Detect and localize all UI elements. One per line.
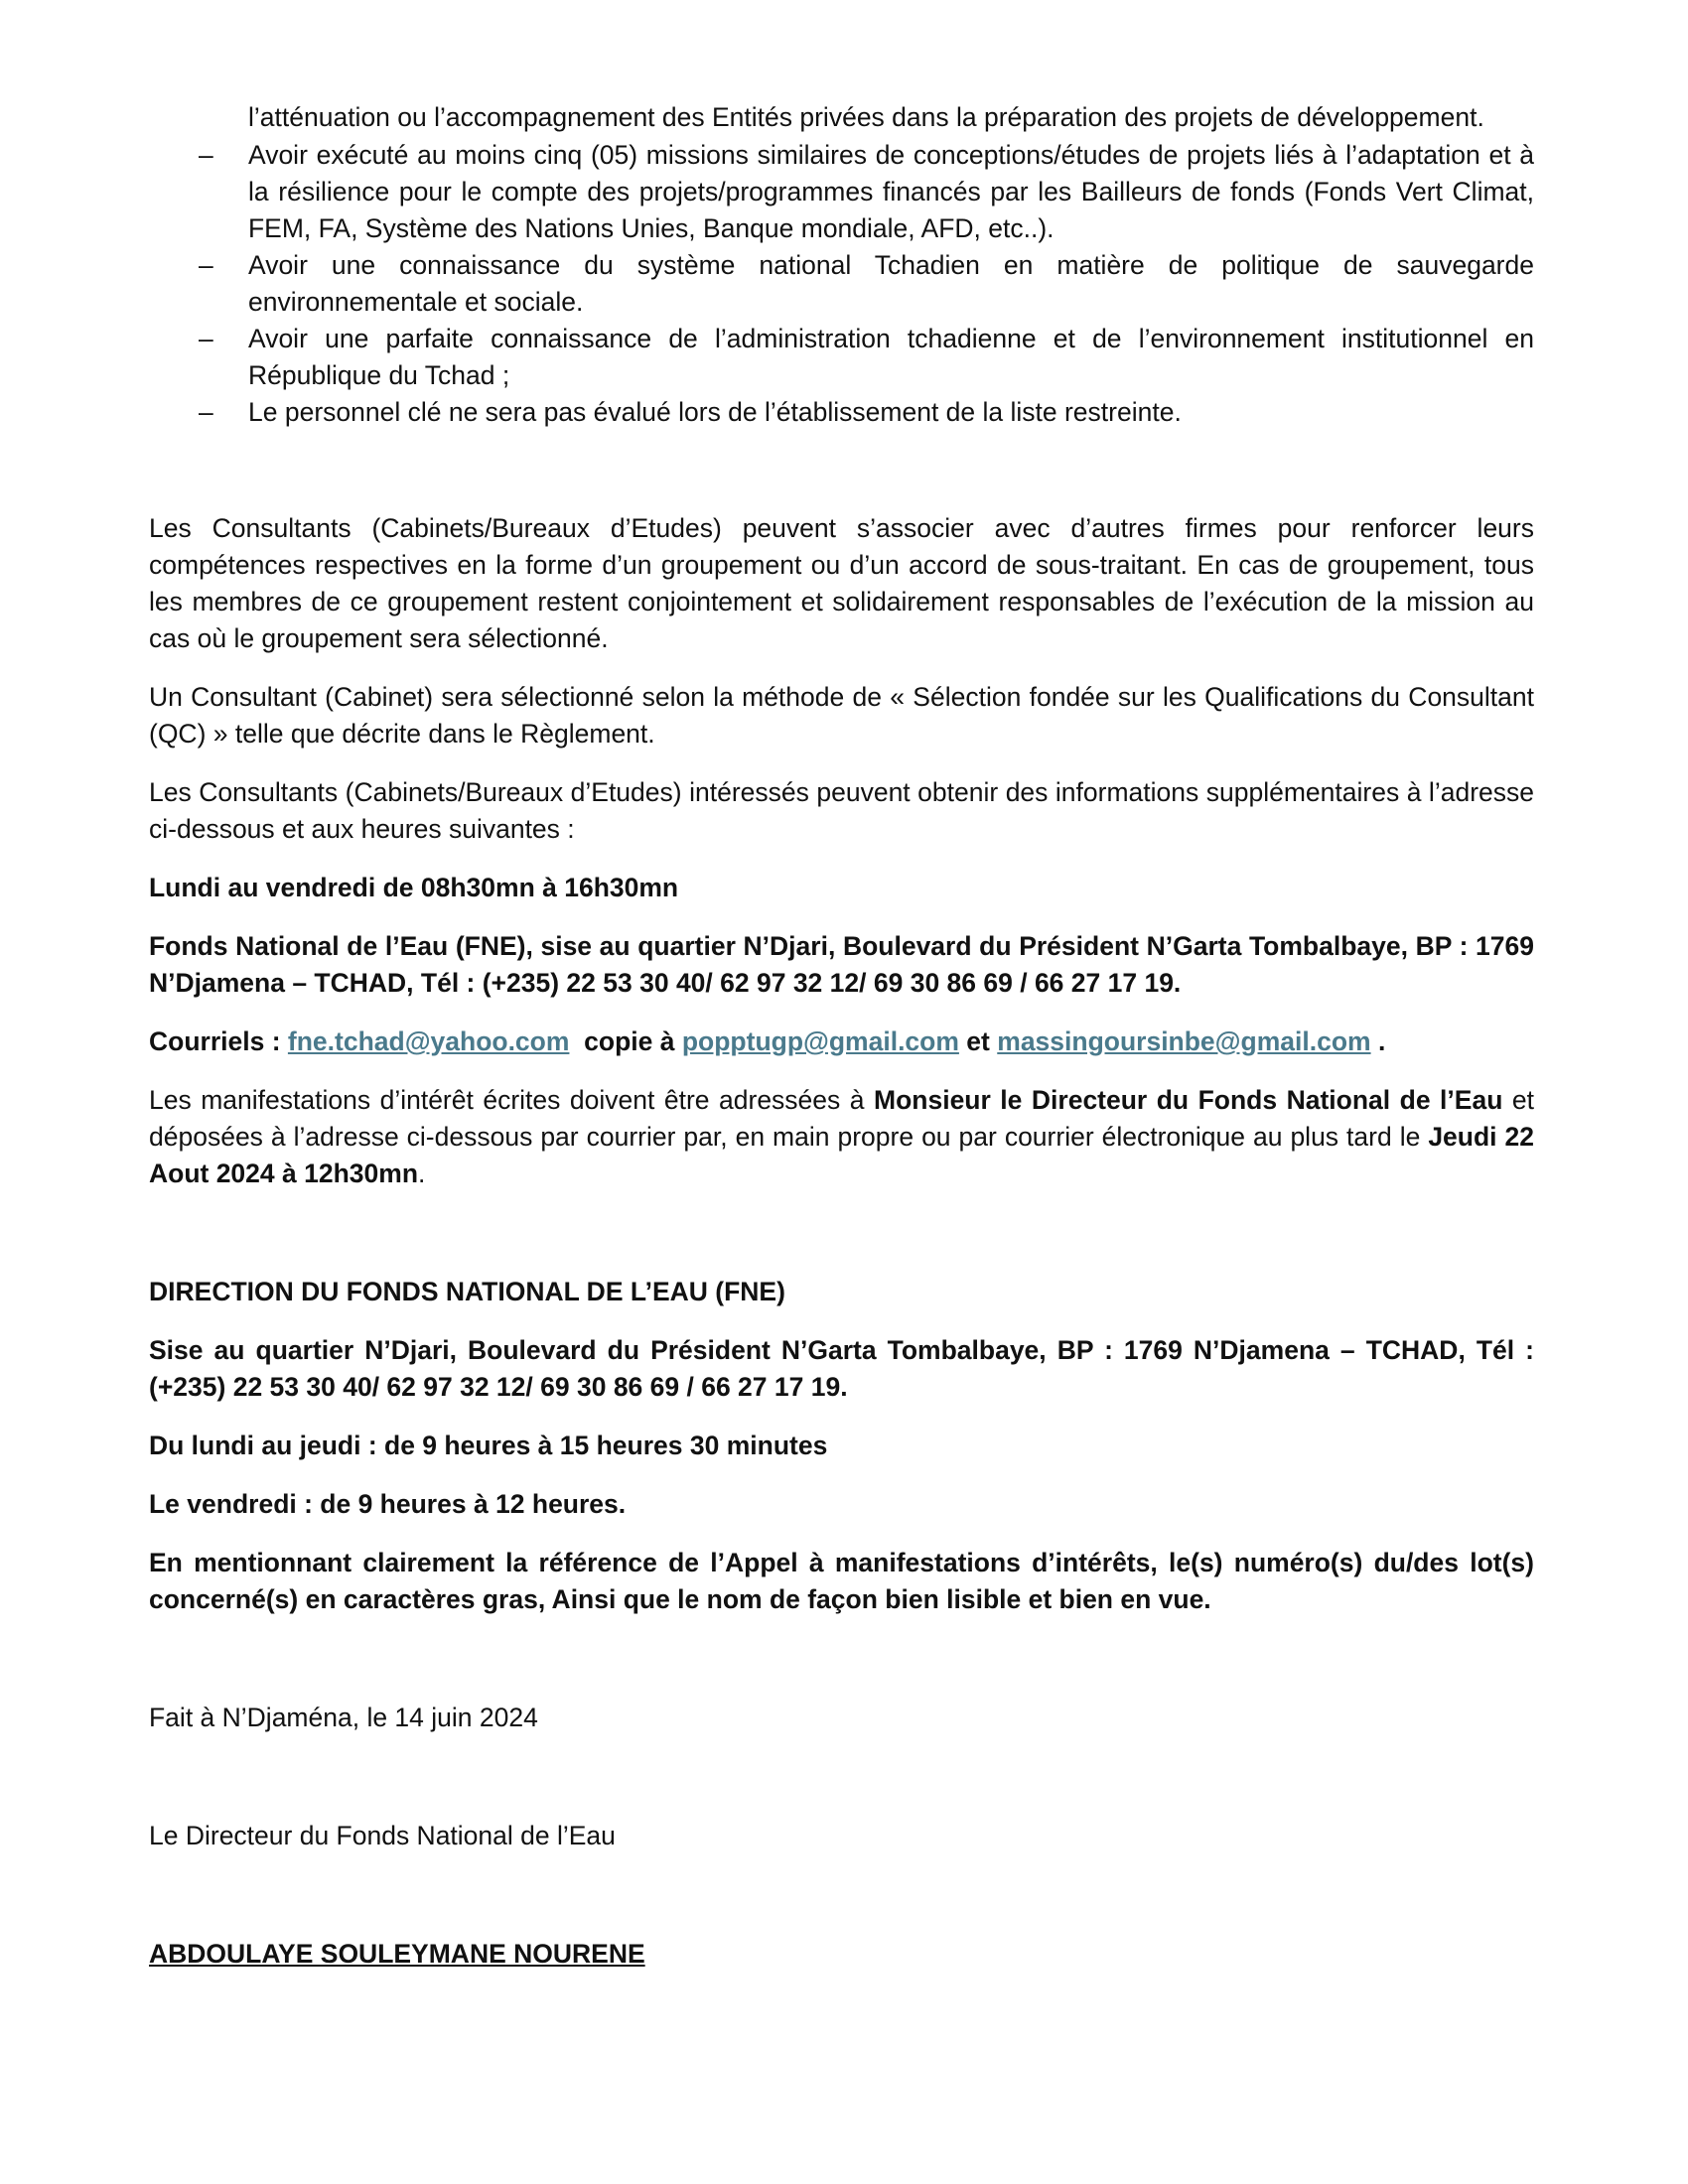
copy-label: copie à bbox=[584, 1026, 675, 1056]
intro-continuation: l’atténuation ou l’accompagnement des Entités privées dans la préparation des projets de développement. bbox=[248, 102, 1484, 132]
direction-weekdays: Du lundi au jeudi : de 9 heures à 15 heures 30 minutes bbox=[149, 1431, 828, 1460]
selection-paragraph: Un Consultant (Cabinet) sera sélectionné selon la méthode de « Sélection fondée sur les Qualifications du Consultant (QC) » telle que décrite dans le Règlement. bbox=[149, 682, 1534, 749]
direction-address: Sise au quartier N’Djari, Boulevard du Président N’Garta Tombalbaye, BP : 1769 N’Djamena – TCHAD, Tél : (+235) 22 53 30 40/ 62 97 32 12/ 69 30 86 69 / 66 27 17 19. bbox=[149, 1335, 1534, 1402]
submission-paragraph: Les manifestations d’intérêt écrites doivent être adressées à Monsieur le Directeur du Fonds National de l’Eau et déposées à l’adresse ci-dessous par courrier par, en main propre ou par courrier électronique au plus tard le Jeudi 22 Aout 2024 à 12h30mn. bbox=[149, 1085, 1534, 1188]
document-page bbox=[149, 99, 1534, 1994]
list-item: – Le personnel clé ne sera pas évalué lors de l’établissement de la liste restreinte. bbox=[149, 394, 1534, 431]
list-item: – Avoir une parfaite connaissance de l’administration tchadienne et de l’environnement institutionnel en République du Tchad ; bbox=[149, 321, 1534, 394]
direction-note: En mentionnant clairement la référence de l’Appel à manifestations d’intérêts, le(s) numéro(s) du/des lot(s) concerné(s) en caractères gras, Ainsi que le nom de façon bien lisible et bien en vue. bbox=[149, 1548, 1534, 1614]
email-link-copy1[interactable]: popptugp@gmail.com bbox=[681, 1026, 959, 1056]
emails-line bbox=[149, 1024, 1534, 1060]
bullet-dash: – bbox=[199, 250, 213, 280]
emails-label: Courriels : bbox=[149, 1026, 281, 1056]
addressee: Monsieur le Directeur du Fonds National de l’Eau bbox=[874, 1085, 1503, 1115]
signatory-role: Le Directeur du Fonds National de l’Eau bbox=[149, 1821, 616, 1850]
info-paragraph: Les Consultants (Cabinets/Bureaux d’Etudes) intéressés peuvent obtenir des informations supplémentaires à l’adresse ci-dessous et aux heures suivantes : bbox=[149, 777, 1534, 844]
list-item: – Avoir une connaissance du système national Tchadien en matière de politique de sauvegarde environnementale et sociale. bbox=[149, 247, 1534, 321]
list-item: – Avoir exécuté au moins cinq (05) missions similaires de conceptions/études de projets liés à l’adaptation et à la résilience pour le compte des projets/programmes financés par les Bailleurs de fonds (Fonds Vert Climat, FEM, FA, Système des Nations Unies, Banque mondiale, AFD, etc..). bbox=[149, 137, 1534, 247]
email-link-copy2[interactable]: massingoursinbe@gmail.com bbox=[997, 1026, 1371, 1056]
signatory-name: ABDOULAYE SOULEYMANE NOURENE bbox=[149, 1939, 645, 1969]
deadline: Jeudi 22 Aout 2024 à 12h30mn bbox=[149, 1122, 1534, 1188]
bullet-dash: – bbox=[199, 324, 213, 353]
direction-friday: Le vendredi : de 9 heures à 12 heures. bbox=[149, 1489, 627, 1519]
groupement-paragraph: Les Consultants (Cabinets/Bureaux d’Etudes) peuvent s’associer avec d’autres firmes pour renforcer leurs compétences respectives en la forme d’un groupement ou d’un accord de sous-traitant. En cas de groupement, tous les membres de ce groupement restent conjointement et solidairement responsables de l’exécution de la mission au cas où le groupement sera sélectionné. bbox=[149, 513, 1534, 653]
and-label: et bbox=[966, 1026, 990, 1056]
email-link-primary[interactable]: fne.tchad@yahoo.com bbox=[287, 1026, 570, 1056]
bullet-dash: – bbox=[199, 397, 213, 427]
emails-end: . bbox=[1377, 1026, 1386, 1056]
requirements-list bbox=[149, 137, 1534, 431]
bullet-dash: – bbox=[199, 140, 213, 170]
direction-title: DIRECTION DU FONDS NATIONAL DE L’EAU (FNE) bbox=[149, 1277, 785, 1306]
place-date: Fait à N’Djaména, le 14 juin 2024 bbox=[149, 1703, 538, 1732]
fne-address: Fonds National de l’Eau (FNE), sise au quartier N’Djari, Boulevard du Président N’Garta Tombalbaye, BP : 1769 N’Djamena – TCHAD, Tél : (+235) 22 53 30 40/ 62 97 32 12/ 69 30 86 69 / 66 27 17 19. bbox=[149, 931, 1534, 998]
hours-line: Lundi au vendredi de 08h30mn à 16h30mn bbox=[149, 873, 679, 902]
